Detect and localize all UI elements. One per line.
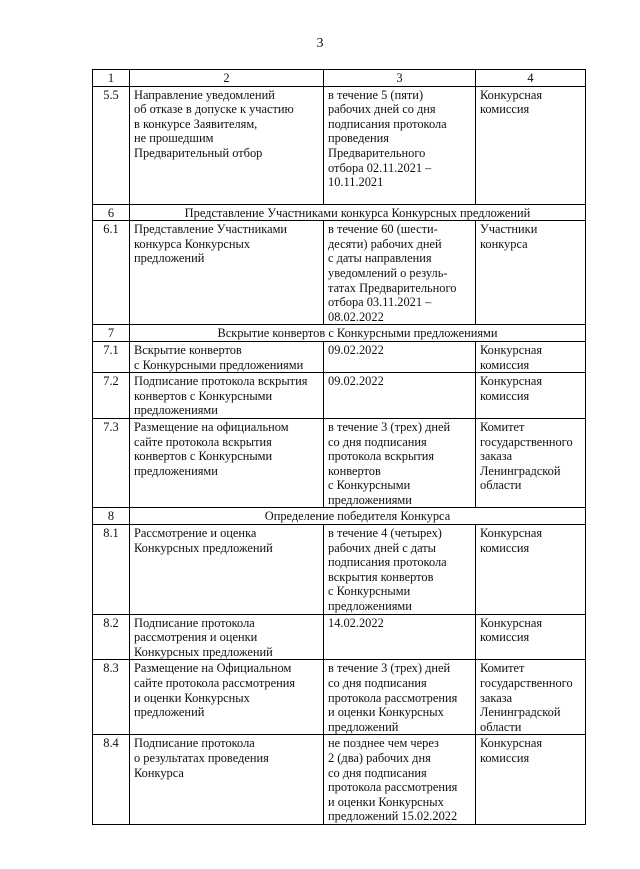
table-row: [93, 341, 586, 372]
section-number: 6: [93, 204, 130, 221]
term-cell: в течение 3 (трех) дней со дня подписания протокола вскрытия конвертов с Конкурсными предложениями: [324, 418, 476, 508]
item-number: 8.3: [93, 660, 130, 735]
responsible-cell: Конкурсная комиссия: [476, 341, 586, 372]
table-row: [93, 418, 586, 508]
responsible-cell: Конкурсная комиссия: [476, 86, 586, 204]
column-header: 4: [476, 70, 586, 87]
action-cell: Направление уведомлений об отказе в допуске к участию в конкурсе Заявителям, не прошедшим Предварительный отбор: [130, 86, 324, 204]
page-number: 3: [316, 36, 324, 51]
column-header: 2: [130, 70, 324, 87]
table-row: [93, 660, 586, 735]
item-number: 8.4: [93, 735, 130, 825]
section-row: [93, 325, 586, 342]
responsible-cell: Конкурсная комиссия: [476, 614, 586, 660]
action-cell: Вскрытие конвертов с Конкурсными предложениями: [130, 341, 324, 372]
responsible-cell: Конкурсная комиссия: [476, 525, 586, 615]
item-number: 8.2: [93, 614, 130, 660]
header-row: [93, 70, 586, 87]
table-row: [93, 614, 586, 660]
table-row: [93, 735, 586, 825]
item-number: 6.1: [93, 221, 130, 325]
column-header: 1: [93, 70, 130, 87]
section-row: [93, 204, 586, 221]
item-number: 8.1: [93, 525, 130, 615]
section-title: Определение победителя Конкурса: [130, 508, 586, 525]
action-cell: Подписание протокола вскрытия конвертов с Конкурсными предложениями: [130, 373, 324, 419]
term-cell: 09.02.2022: [324, 373, 476, 419]
section-number: 7: [93, 325, 130, 342]
item-number: 7.2: [93, 373, 130, 419]
term-cell: в течение 3 (трех) дней со дня подписания протокола рассмотрения и оценки Конкурсных предложений: [324, 660, 476, 735]
term-cell: 09.02.2022: [324, 341, 476, 372]
item-number: 5.5: [93, 86, 130, 204]
section-number: 8: [93, 508, 130, 525]
item-number: 7.3: [93, 418, 130, 508]
column-header: 3: [324, 70, 476, 87]
action-cell: Размещение на Официальном сайте протокола рассмотрения и оценки Конкурсных предложений: [130, 660, 324, 735]
action-cell: Подписание протокола о результатах проведения Конкурса: [130, 735, 324, 825]
section-title: Представление Участниками конкурса Конкурсных предложений: [130, 204, 586, 221]
table-row: [93, 525, 586, 615]
term-cell: в течение 60 (шести- десяти) рабочих дней с даты направления уведомлений о резуль- татах Предварительного отбора 03.11.2021 – 08.02.2022: [324, 221, 476, 325]
term-cell: в течение 5 (пяти) рабочих дней со дня подписания протокола проведения Предварительного отбора 02.11.2021 – 10.11.2021: [324, 86, 476, 204]
action-cell: Рассмотрение и оценка Конкурсных предложений: [130, 525, 324, 615]
responsible-cell: Участники конкурса: [476, 221, 586, 325]
action-cell: Подписание протокола рассмотрения и оценки Конкурсных предложений: [130, 614, 324, 660]
responsible-cell: Конкурсная комиссия: [476, 373, 586, 419]
section-title: Вскрытие конвертов с Конкурсными предложениями: [130, 325, 586, 342]
term-cell: в течение 4 (четырех) рабочих дней с даты подписания протокола вскрытия конвертов с Конкурсными предложениями: [324, 525, 476, 615]
item-number: 7.1: [93, 341, 130, 372]
action-cell: Представление Участниками конкурса Конкурсных предложений: [130, 221, 324, 325]
term-cell: не позднее чем через 2 (два) рабочих дня со дня подписания протокола рассмотрения и оценки Конкурсных предложений 15.02.2022: [324, 735, 476, 825]
table-row: [93, 221, 586, 325]
table-row: [93, 373, 586, 419]
schedule-table: [92, 69, 586, 825]
section-row: [93, 508, 586, 525]
responsible-cell: Конкурсная комиссия: [476, 735, 586, 825]
responsible-cell: Комитет государственного заказа Ленинградской области: [476, 660, 586, 735]
responsible-cell: Комитет государственного заказа Ленинградской области: [476, 418, 586, 508]
term-cell: 14.02.2022: [324, 614, 476, 660]
action-cell: Размещение на официальном сайте протокола вскрытия конвертов с Конкурсными предложениями: [130, 418, 324, 508]
table-row: [93, 86, 586, 204]
